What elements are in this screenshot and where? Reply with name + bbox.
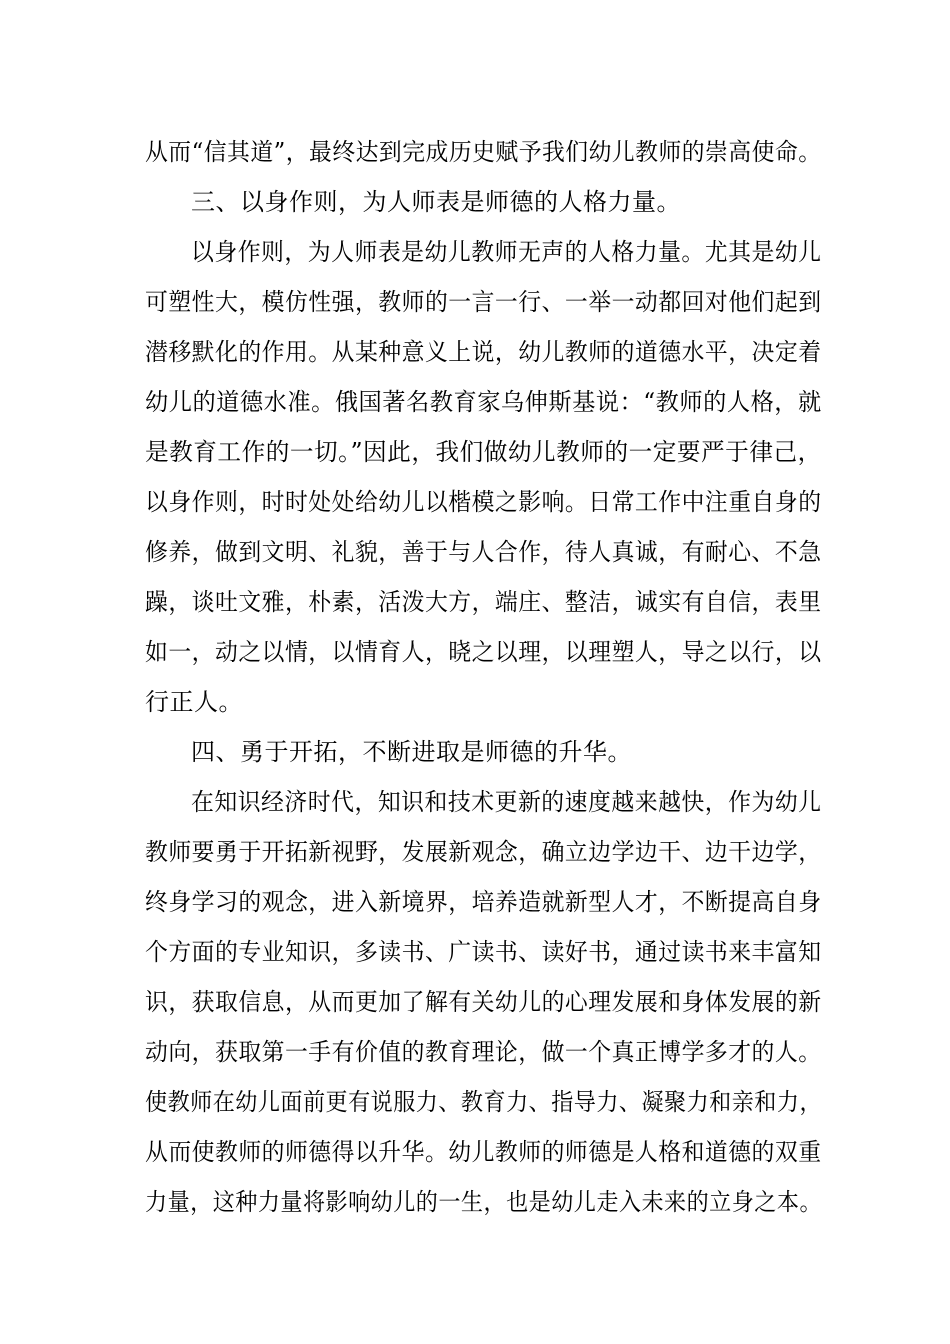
text-line: 修养，做到文明、礼貌，善于与人合作，待人真诚，有耐心、不急 (145, 538, 822, 566)
text-line: 终身学习的观念，进入新境界，培养造就新型人才，不断提高自身 (145, 888, 822, 916)
paragraph-first-line: 以身作则，为人师表是幼儿教师无声的人格力量。尤其是幼儿 (191, 238, 822, 266)
section-heading: 四、勇于开拓，不断进取是师德的升华。 (191, 738, 632, 766)
text-line: 幼儿的道德水准。俄国著名教育家乌伸斯基说：“教师的人格，就 (145, 388, 822, 416)
section-heading: 三、以身作则，为人师表是师德的人格力量。 (191, 188, 681, 216)
text-line: 从而使教师的师德得以升华。幼儿教师的师德是人格和道德的双重 (145, 1138, 822, 1166)
text-line: 可塑性大，模仿性强，教师的一言一行、一举一动都回对他们起到 (145, 288, 822, 316)
text-line: 动向，获取第一手有价值的教育理论，做一个真正博学多才的人。 (145, 1038, 822, 1066)
paragraph-first-line: 在知识经济时代，知识和技术更新的速度越来越快，作为幼儿 (191, 788, 822, 816)
text-line: 使教师在幼儿面前更有说服力、教育力、指导力、凝聚力和亲和力， (145, 1088, 823, 1116)
text-line: 教师要勇于开拓新视野，发展新观念，确立边学边干、边干边学， (145, 838, 822, 866)
text-line: 是教育工作的一切。”因此，我们做幼儿教师的一定要严于律己， (145, 438, 822, 466)
text-line: 躁，谈吐文雅，朴素，活泼大方，端庄、整洁，诚实有自信，表里 (145, 588, 822, 616)
text-line: 潜移默化的作用。从某种意义上说，幼儿教师的道德水平，决定着 (145, 338, 822, 366)
text-line: 力量，这种力量将影响幼儿的一生，也是幼儿走入未来的立身之本。 (145, 1188, 823, 1216)
text-line: 识，获取信息，从而更加了解有关幼儿的心理发展和身体发展的新 (145, 988, 822, 1016)
text-line: 个方面的专业知识，多读书、广读书、读好书，通过读书来丰富知 (145, 938, 822, 966)
text-line: 行正人。 (145, 688, 243, 716)
text-line: 从而“信其道”，最终达到完成历史赋予我们幼儿教师的崇高使命。 (145, 138, 822, 166)
text-line: 以身作则，时时处处给幼儿以楷模之影响。日常工作中注重自身的 (145, 488, 822, 516)
text-line: 如一，动之以情，以情育人，晓之以理，以理塑人，导之以行，以 (145, 638, 822, 666)
